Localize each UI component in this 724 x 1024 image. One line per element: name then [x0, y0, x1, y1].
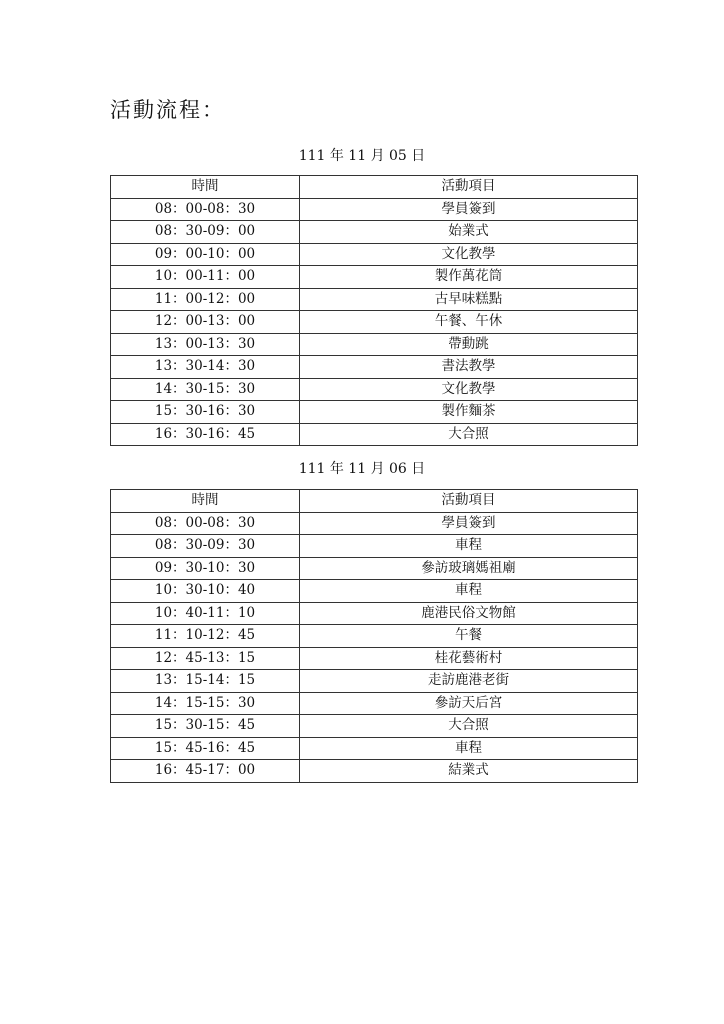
- table-row: [111, 221, 638, 244]
- table-row: [111, 356, 638, 379]
- table-row: [111, 311, 638, 334]
- time-cell: 16：30-16：45: [111, 423, 300, 446]
- activity-cell: 帶動跳: [300, 333, 638, 356]
- table-row: [111, 670, 638, 693]
- page-title: 活動流程：: [110, 98, 225, 122]
- time-cell: 08：00-08：30: [111, 512, 300, 535]
- time-cell: 10：00-11：00: [111, 266, 300, 289]
- table-row: [111, 557, 638, 580]
- activity-cell: 結業式: [300, 760, 638, 783]
- table-row: [111, 715, 638, 738]
- time-cell: 14：30-15：30: [111, 378, 300, 401]
- activity-cell: 桂花藝術村: [300, 647, 638, 670]
- activity-cell: 走訪鹿港老街: [300, 670, 638, 693]
- activity-cell: 文化教學: [300, 378, 638, 401]
- table-row: [111, 602, 638, 625]
- activity-column-header: 活動項目: [300, 490, 638, 513]
- activity-cell: 鹿港民俗文物館: [300, 602, 638, 625]
- table-row: [111, 288, 638, 311]
- table-row: [111, 625, 638, 648]
- table-row: [111, 198, 638, 221]
- time-cell: 12：45-13：15: [111, 647, 300, 670]
- time-cell: 13：30-14：30: [111, 356, 300, 379]
- time-cell: 14：15-15：30: [111, 692, 300, 715]
- table-row: [111, 760, 638, 783]
- activity-cell: 學員簽到: [300, 198, 638, 221]
- time-cell: 10：30-10：40: [111, 580, 300, 603]
- table-row: [111, 243, 638, 266]
- table-header-row: [111, 490, 638, 513]
- time-cell: 15：45-16：45: [111, 737, 300, 760]
- activity-cell: 文化教學: [300, 243, 638, 266]
- day-1-date: 111 年 11 月 05 日: [298, 148, 426, 164]
- table-row: [111, 333, 638, 356]
- table-row: [111, 580, 638, 603]
- activity-cell: 參訪玻璃媽祖廟: [300, 557, 638, 580]
- activity-cell: 車程: [300, 535, 638, 558]
- table-row: [111, 737, 638, 760]
- activity-cell: 學員簽到: [300, 512, 638, 535]
- day-2-schedule-table: [110, 489, 638, 783]
- table-row: [111, 378, 638, 401]
- activity-cell: 大合照: [300, 715, 638, 738]
- time-cell: 15：30-15：45: [111, 715, 300, 738]
- activity-cell: 製作萬花筒: [300, 266, 638, 289]
- activity-cell: 車程: [300, 737, 638, 760]
- time-cell: 16：45-17：00: [111, 760, 300, 783]
- day-1-schedule-table: [110, 175, 638, 446]
- table-row: [111, 692, 638, 715]
- time-column-header: 時間: [111, 176, 300, 199]
- time-cell: 08：00-08：30: [111, 198, 300, 221]
- day-2-date: 111 年 11 月 06 日: [298, 461, 426, 477]
- time-cell: 08：30-09：30: [111, 535, 300, 558]
- time-cell: 11：00-12：00: [111, 288, 300, 311]
- activity-cell: 書法教學: [300, 356, 638, 379]
- activity-cell: 始業式: [300, 221, 638, 244]
- activity-column-header: 活動項目: [300, 176, 638, 199]
- time-cell: 11：10-12：45: [111, 625, 300, 648]
- table-row: [111, 401, 638, 424]
- time-cell: 10：40-11：10: [111, 602, 300, 625]
- table-row: [111, 266, 638, 289]
- activity-cell: 製作麵茶: [300, 401, 638, 424]
- time-cell: 15：30-16：30: [111, 401, 300, 424]
- activity-cell: 午餐: [300, 625, 638, 648]
- time-cell: 08：30-09：00: [111, 221, 300, 244]
- day-2-rows: [111, 512, 638, 782]
- time-cell: 09：00-10：00: [111, 243, 300, 266]
- activity-cell: 午餐、午休: [300, 311, 638, 334]
- table-row: [111, 647, 638, 670]
- time-cell: 09：30-10：30: [111, 557, 300, 580]
- table-row: [111, 512, 638, 535]
- activity-cell: 車程: [300, 580, 638, 603]
- table-header-row: [111, 176, 638, 199]
- table-row: [111, 535, 638, 558]
- day-1-rows: [111, 198, 638, 446]
- activity-cell: 參訪天后宮: [300, 692, 638, 715]
- time-cell: 13：15-14：15: [111, 670, 300, 693]
- time-cell: 12：00-13：00: [111, 311, 300, 334]
- activity-cell: 古早味糕點: [300, 288, 638, 311]
- table-row: [111, 423, 638, 446]
- activity-cell: 大合照: [300, 423, 638, 446]
- time-cell: 13：00-13：30: [111, 333, 300, 356]
- time-column-header: 時間: [111, 490, 300, 513]
